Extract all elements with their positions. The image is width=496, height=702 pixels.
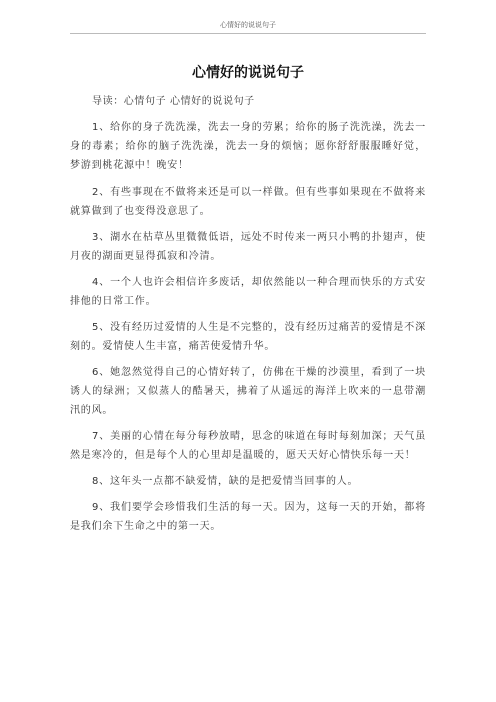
paragraph-9: 9、我们要学会珍惜我们生活的每一天。因为，这每一天的开始，都将是我们余下生命之中的第一天。 <box>70 502 426 532</box>
lead-paragraph: 导读：心情句子 心情好的说说句子 <box>92 96 255 107</box>
paragraph-7: 7、美丽的心情在每分每秒放晴，思念的味道在每时每刻加深；天气虽然是寒冷的，但是每个人的心里却是温暖的，愿天天好心情快乐每一天！ <box>70 431 426 461</box>
paragraph-8: 8、这年头一点都不缺爱情，缺的是把爱情当回事的人。 <box>92 476 359 487</box>
running-header: 心情好的说说句子 <box>220 21 276 29</box>
paragraph-3: 3、湖水在枯草丛里微微低语，远处不时传来一两只小鸭的扑翅声，使月夜的湖面更显得孤寂和冷清。 <box>70 232 426 262</box>
header-divider <box>70 33 426 34</box>
paragraph-4: 4、一个人也许会相信许多废话，却依然能以一种合理而快乐的方式安排他的日常工作。 <box>70 277 426 307</box>
paragraph-6: 6、她忽然觉得自己的心情好转了，仿佛在干燥的沙漠里，看到了一块诱人的绿洲；又似蒸人的酷暑天，拂着了从遥远的海洋上吹来的一息带潮汛的风。 <box>70 367 426 416</box>
paragraph-2: 2、有些事现在不做将来还是可以一样做。但有些事如果现在不做将来就算做到了也变得没意思了。 <box>70 187 426 217</box>
document-title: 心情好的说说句子 <box>192 65 304 81</box>
paragraph-1: 1、给你的身子洗洗澡，洗去一身的劳累；给你的肠子洗洗澡，洗去一身的毒素；给你的脑子洗洗澡，洗去一身的烦恼；愿你舒舒服服睡好觉，梦游到桃花源中！晚安！ <box>70 122 426 171</box>
document-body <box>70 92 426 543</box>
paragraph-5: 5、没有经历过爱情的人生是不完整的，没有经历过痛苦的爱情是不深刻的。爱情使人生丰富，痛苦使爱情升华。 <box>70 322 426 352</box>
